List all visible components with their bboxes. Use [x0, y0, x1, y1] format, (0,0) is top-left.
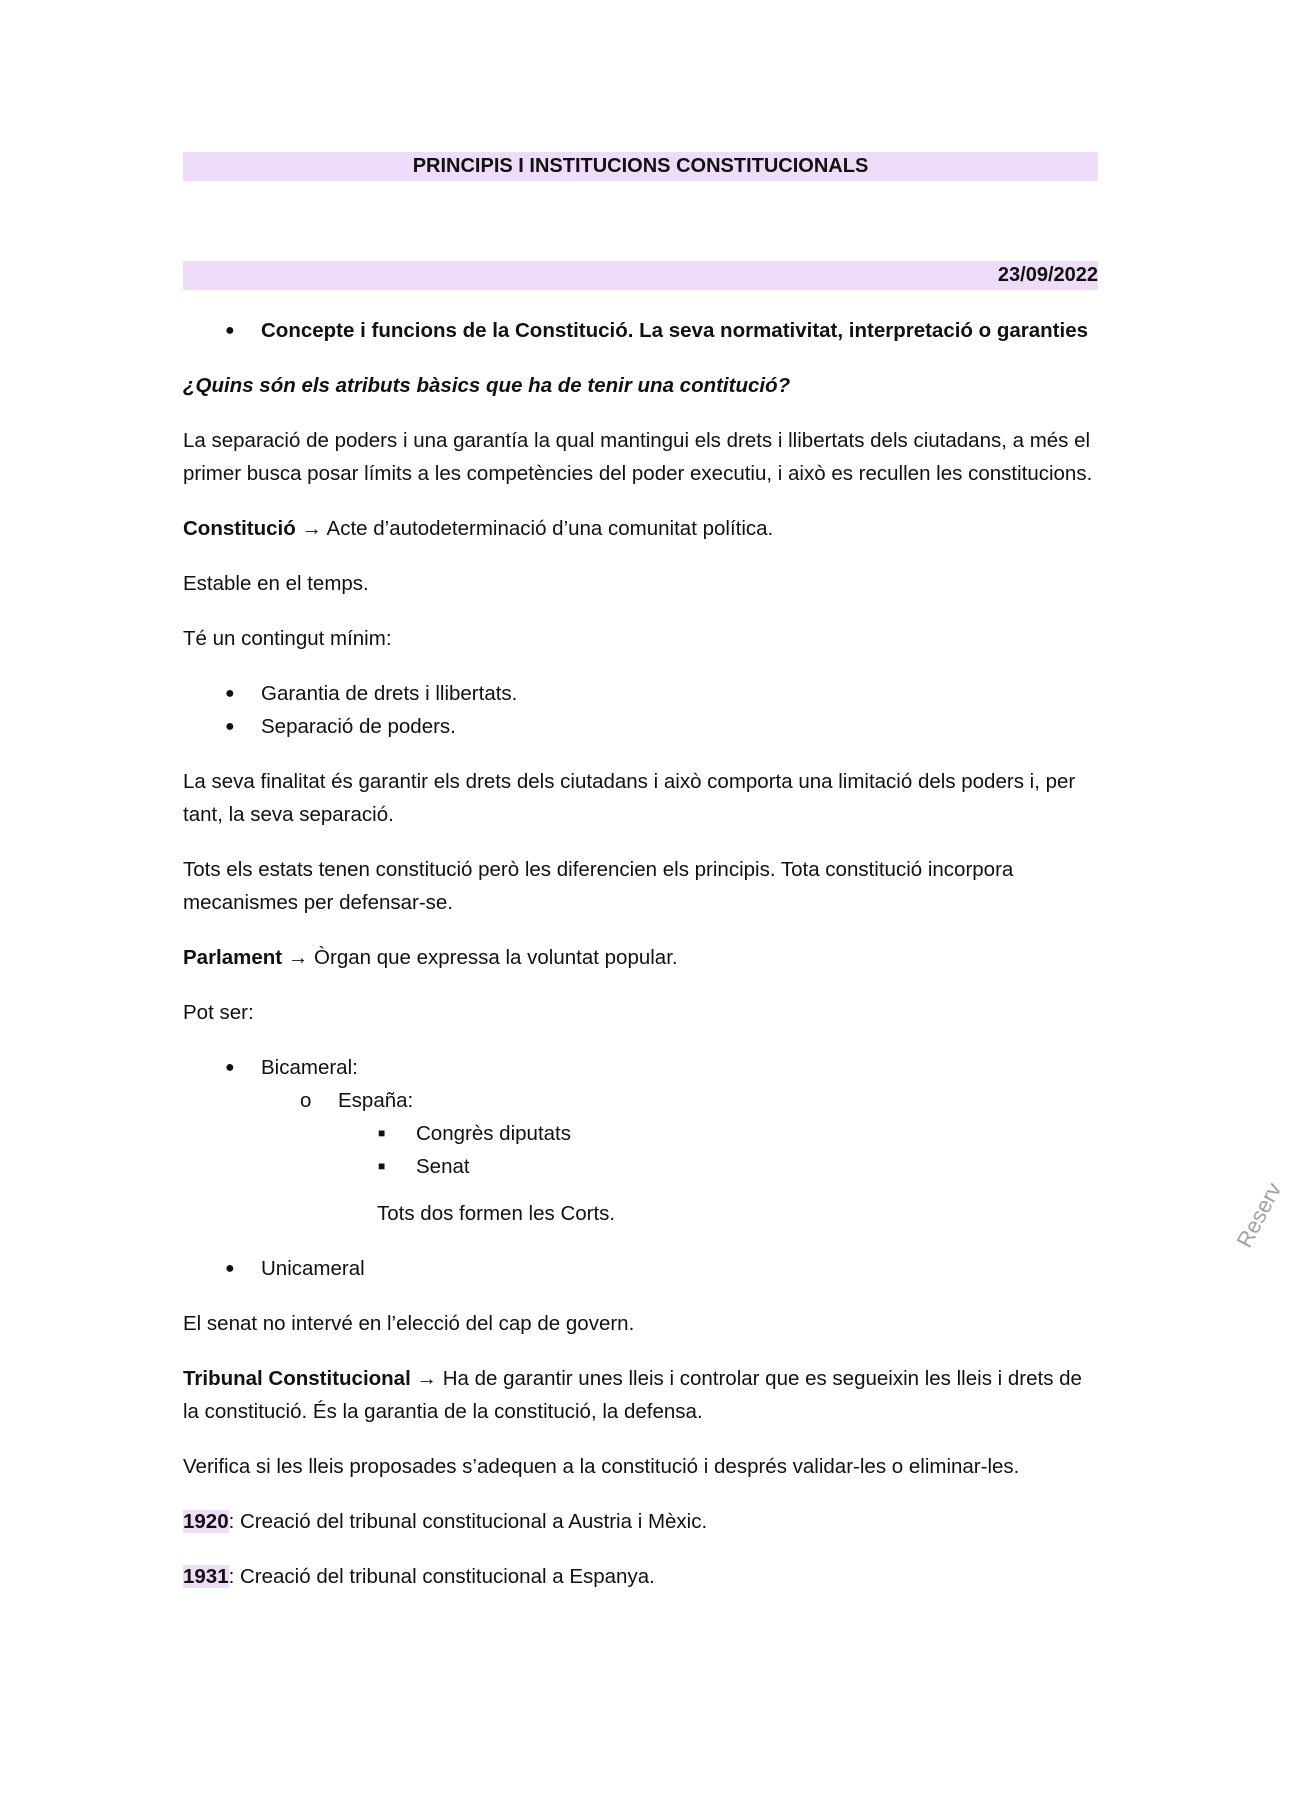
timeline-entry: 1920: Creació del tribunal constitucional a Austria i Mèxic. [183, 1510, 708, 1533]
paragraph-separacio: La separació de poders i una garantía la qual mantingui els drets i llibertats dels ciutadans, a més el primer busca posar límits a les competències del poder executiu, i això es recullen les constitucions. [183, 429, 1093, 485]
year-highlight: 1931 [183, 1565, 229, 1588]
paragraph-verifica: Verifica si les lleis proposades s’adequen a la constitució i després validar-les o eliminar-les. [183, 1455, 1020, 1478]
arrow-icon: → [301, 517, 322, 540]
question-line: ¿Quins són els atributs bàsics que ha de tenir una contitució? [183, 374, 791, 397]
list-item: ● Unicameral [183, 1252, 1098, 1285]
paragraph-estable: Estable en el temps. [183, 572, 369, 595]
paragraph-estats: Tots els estats tenen constitució però les diferencien els principis. Tota constitució incorpora mecanismes per defensar-se. [183, 858, 1014, 914]
square-bullet-icon: ■ [378, 1126, 386, 1140]
bullet-icon: ● [225, 1260, 235, 1277]
paragraph-pot-ser: Pot ser: [183, 1001, 254, 1024]
term-parlament: Parlament [183, 946, 283, 969]
circle-bullet-icon: o [300, 1089, 312, 1112]
paragraph-contingut: Té un contingut mínim: [183, 627, 392, 650]
definition-text: Ha de garantir unes lleis i controlar que es segueixin les lleis i drets de la constitució. És la garantia de la constitució, la defensa. [183, 1367, 1082, 1423]
definition-constitucio [183, 512, 1098, 545]
paragraph-senat: El senat no intervé en l’elecció del cap de govern. [183, 1312, 635, 1335]
definition-text: Acte d’autodeterminació d’una comunitat política. [326, 517, 774, 540]
parliament-types-list [183, 1051, 1098, 1084]
square-bullet-icon: ■ [378, 1159, 386, 1173]
definition-text: Òrgan que expressa la voluntat popular. [314, 946, 678, 969]
corts-note: Tots dos formen les Corts. [377, 1202, 616, 1225]
document-page [183, 152, 1098, 1615]
unicameral-list [183, 1252, 1098, 1285]
arrow-icon: → [416, 1367, 437, 1390]
arrow-icon: → [287, 946, 309, 969]
subsublist-item: ■ Senat [183, 1150, 1098, 1183]
bullet-icon: ● [225, 718, 235, 735]
topic-heading [183, 314, 1098, 347]
list-item: ● Bicameral: [183, 1051, 1098, 1084]
sublist-item-espanya: o España: [183, 1084, 1098, 1117]
definition-parlament [183, 941, 1098, 974]
term-constitucio: Constitució [183, 517, 296, 540]
paragraph-finalitat: La seva finalitat és garantir els drets dels ciutadans i això comporta una limitació dels poders i, per tant, la seva separació. [183, 770, 1076, 826]
year-highlight: 1920 [183, 1510, 229, 1533]
topic-heading-text: Concepte i funcions de la Constitució. La seva normativitat, interpretació o garanties [261, 319, 1089, 342]
bullet-icon: ● [225, 322, 235, 339]
definition-tribunal [183, 1362, 1098, 1428]
watermark-text: Reserv [1231, 1178, 1287, 1252]
document-title: PRINCIPIS I INSTITUCIONS CONSTITUCIONALS [183, 152, 1098, 181]
list-item: ● Separació de poders. [183, 710, 1098, 743]
bullet-icon: ● [225, 685, 235, 702]
term-tribunal: Tribunal Constitucional [183, 1367, 411, 1390]
list-item: ● Garantia de drets i llibertats. [183, 677, 1098, 710]
bullet-icon: ● [225, 1059, 235, 1076]
subsublist-item: ■ Congrès diputats [183, 1117, 1098, 1150]
timeline-entry: 1931: Creació del tribunal constitucional a Espanya. [183, 1565, 655, 1588]
document-date: 23/09/2022 [183, 261, 1098, 290]
min-content-list [183, 677, 1098, 743]
